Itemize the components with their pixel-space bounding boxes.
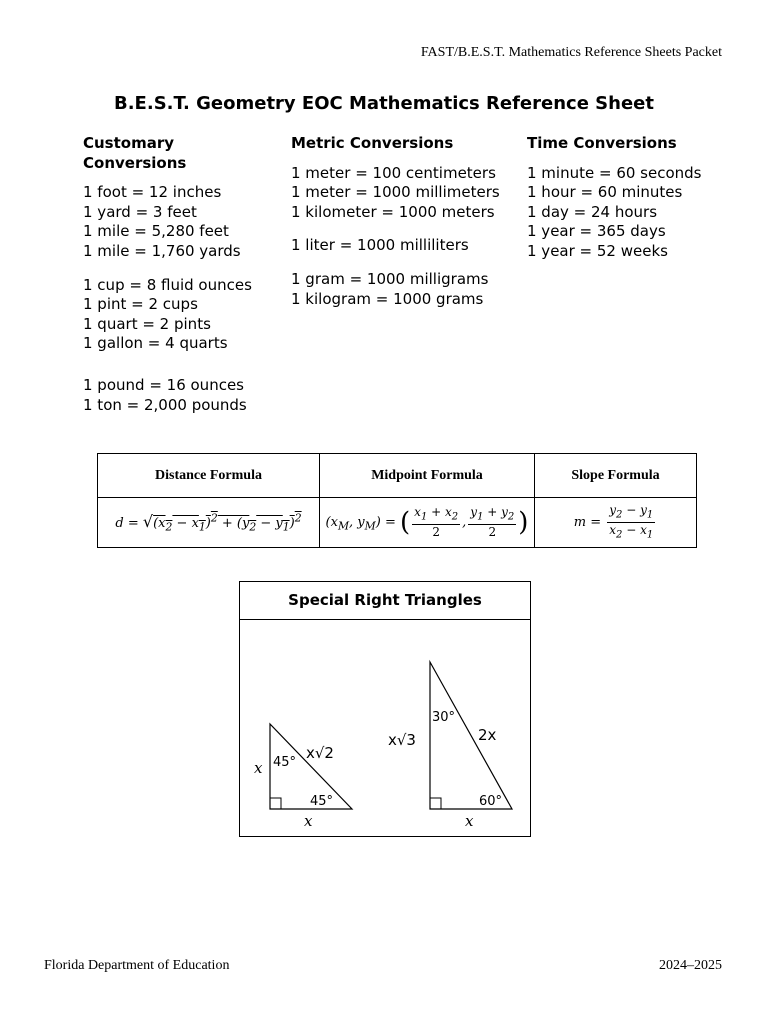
t30-angle-right-label: 60° — [479, 794, 503, 809]
slope-formula-heading: Slope Formula — [535, 454, 697, 498]
customary-heading: Customary Conversions — [83, 134, 187, 172]
conversion-line: 1 ton = 2,000 pounds — [83, 395, 247, 414]
conversion-line: 1 hour = 60 minutes — [527, 183, 683, 202]
distance-formula: $d = √(x_2 - x_1)^2 + (y_2 - y_1)^2$ — [98, 498, 320, 548]
conversion-line: 1 yard = 3 feet — [83, 202, 197, 221]
conversion-line: 1 cup = 8 fluid ounces — [83, 275, 252, 294]
metric-mass-group — [291, 270, 521, 309]
conversion-line: 1 pint = 2 cups — [83, 295, 198, 314]
conversion-line: 1 kilogram = 1000 grams — [291, 289, 484, 308]
triangle-30-60-90 — [430, 662, 512, 809]
conversion-line: 1 minute = 60 seconds — [527, 163, 702, 182]
customary-weight-group — [83, 376, 273, 415]
formula-table — [97, 453, 697, 548]
special-triangles-title: Special Right Triangles — [240, 582, 530, 620]
conversion-line: 1 meter = 1000 millimeters — [291, 183, 500, 202]
t30-hypotenuse-label: 2x — [478, 726, 497, 744]
t30-angle-top-label: 30° — [432, 710, 456, 725]
conversion-line: 1 year = 52 weeks — [527, 241, 668, 260]
conversion-line: 1 kilometer = 1000 meters — [291, 202, 495, 221]
metric-volume-group — [291, 236, 521, 256]
t30-leg-bottom-label: x — [465, 812, 474, 830]
midpoint-formula-heading: Midpoint Formula — [320, 454, 535, 498]
metric-length-group — [291, 164, 521, 223]
t45-leg-bottom-label: x — [304, 812, 313, 830]
conversion-line: 1 foot = 12 inches — [83, 183, 222, 202]
customary-conversions — [83, 134, 273, 429]
midpoint-formula: ($x_M$, $y_M$) = ( $\frac{x_1 + x_2}{2}$ , $\frac{y_1 + y_2}{2}$ ) — [320, 498, 535, 548]
packet-header: FAST/B.E.S.T. Mathematics Reference Sheets Packet — [420, 45, 722, 60]
footer-year: 2024–2025 — [659, 958, 722, 973]
conversion-line: 1 gallon = 4 quarts — [83, 334, 228, 353]
page-title: B.E.S.T. Geometry EOC Mathematics Reference Sheet — [114, 93, 654, 114]
conversion-line: 1 mile = 1,760 yards — [83, 241, 241, 260]
footer-organization: Florida Department of Education — [44, 958, 230, 973]
conversion-line: 1 quart = 2 pints — [83, 314, 211, 333]
special-right-triangles-box — [239, 581, 531, 837]
conversion-line: 1 mile = 5,280 feet — [83, 222, 229, 241]
distance-formula-heading: Distance Formula — [98, 454, 320, 498]
time-conversions — [527, 134, 727, 276]
right-angle-marker — [270, 798, 281, 809]
metric-conversions — [291, 134, 521, 323]
t45-hypotenuse-label: x√2 — [306, 744, 334, 762]
t45-leg-left-label: x — [254, 759, 263, 777]
conversion-line: 1 liter = 1000 milliliters — [291, 236, 469, 255]
conversion-line: 1 day = 24 hours — [527, 202, 658, 221]
customary-length-group — [83, 183, 273, 261]
metric-heading: Metric Conversions — [291, 134, 454, 152]
t45-angle-top-label: 45° — [273, 755, 297, 770]
triangles-diagram — [240, 620, 530, 836]
conversion-line: 1 year = 365 days — [527, 222, 666, 241]
t30-leg-left-label: x√3 — [388, 731, 416, 749]
time-heading: Time Conversions — [527, 134, 677, 152]
time-group — [527, 164, 727, 262]
t45-angle-right-label: 45° — [310, 794, 334, 809]
conversion-line: 1 meter = 100 centimeters — [291, 163, 496, 182]
right-angle-marker — [430, 798, 441, 809]
slope-formula: m = $\frac{y_2 - y_1}{x_2 - x_1}$ — [535, 498, 697, 548]
conversion-line: 1 gram = 1000 milligrams — [291, 269, 489, 288]
customary-volume-group — [83, 276, 273, 354]
conversion-line: 1 pound = 16 ounces — [83, 375, 244, 394]
